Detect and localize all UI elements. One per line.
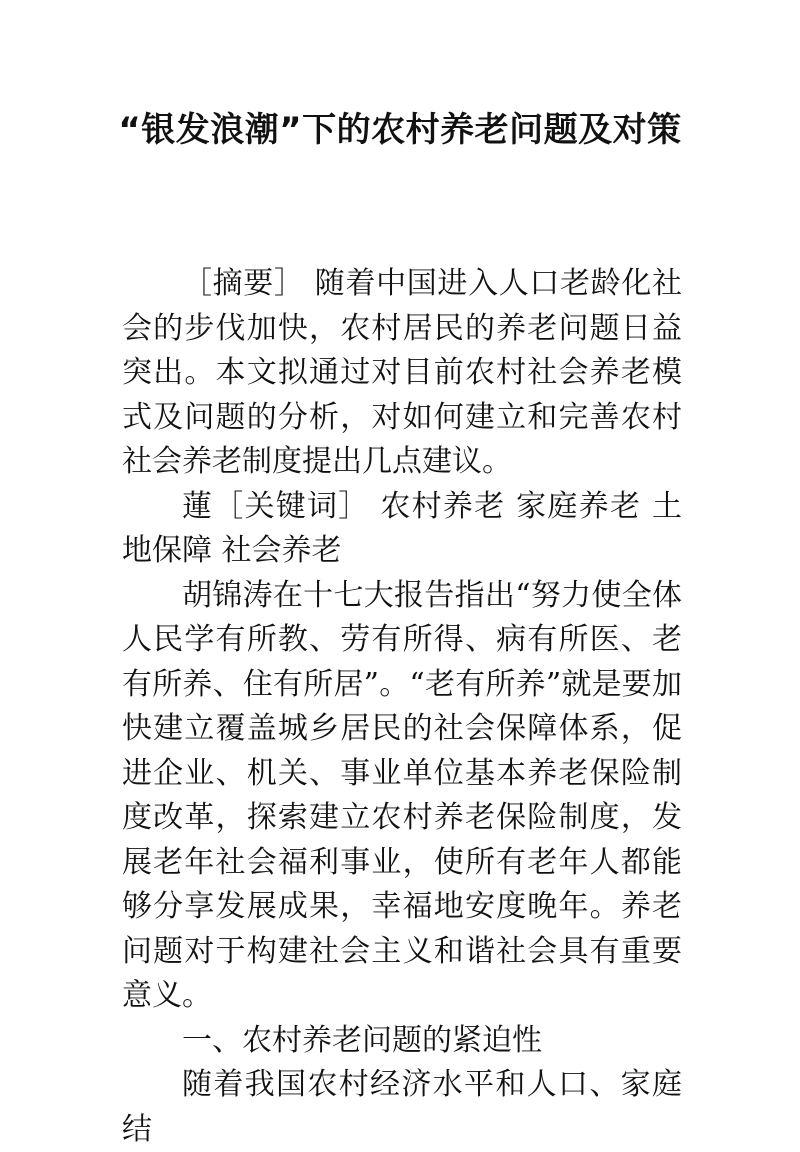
abstract-paragraph: ［摘要］ 随着中国进入人口老龄化社会的步伐加快，农村居民的养老问题日益突出。本文拟通过对目前农村社会养老模式及问题的分析，对如何建立和完善农村社会养老制度提出几点建议。 (122, 266, 682, 479)
section-heading: 一、农村养老问题的紧迫性 (182, 1022, 542, 1058)
intro-paragraph: 胡锦涛在十七大报告指出“努力使全体人民学有所教、劳有所得、病有所医、老有所养、住有所居”。“老有所养”就是要加快建立覆盖城乡居民的社会保障体系，促进企业、机关、事业单位基本养老保险制度改革，探索建立农村养老保险制度，发展老年社会福利事业，使所有老年人都能够分享发展成果，幸福地安度晚年。养老问题对于构建社会主义和谐社会具有重要意义。 (122, 577, 682, 1013)
section-paragraph: 随着我国农村经济水平和人口、家庭结 (122, 1067, 682, 1147)
document-title: “银发浪潮”下的农村养老问题及对策 (118, 110, 682, 150)
document-body (122, 262, 682, 1152)
keywords-paragraph: 蓮［关键词］ 农村养老 家庭养老 土地保障 社会养老 (122, 488, 682, 568)
